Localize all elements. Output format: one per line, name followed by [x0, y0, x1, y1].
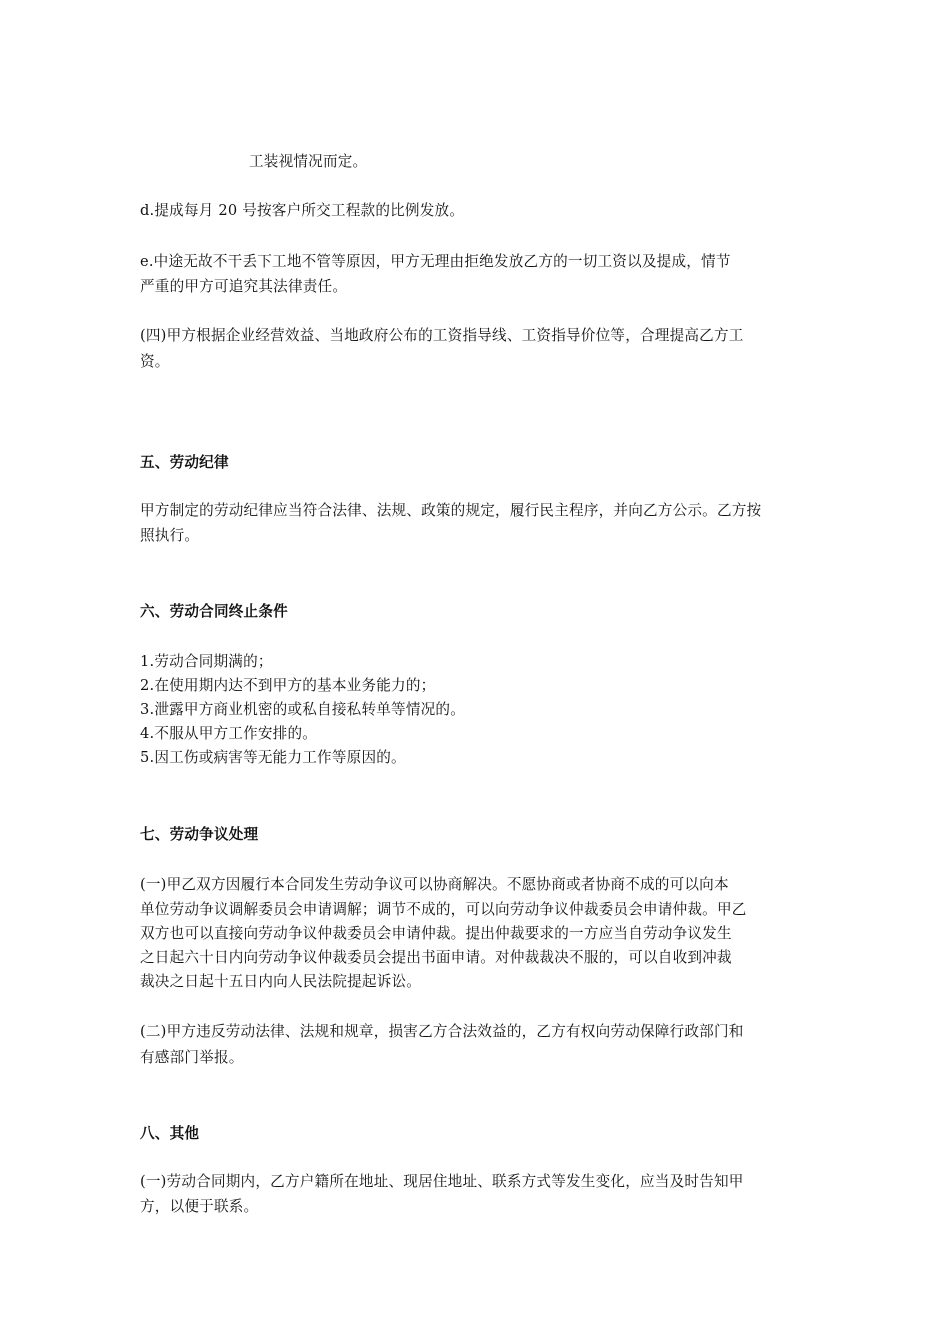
paragraph-line: 单位劳动争议调解委员会申请调解；调节不成的，可以向劳动争议仲裁委员会申请仲裁。甲乙 — [140, 901, 747, 918]
section-heading: 五、劳动纪律 — [140, 454, 229, 471]
paragraph-line: 资。 — [140, 353, 170, 370]
paragraph-line: d.提成每月 20 号按客户所交工程款的比例发放。 — [140, 202, 465, 219]
paragraph-line: 甲方制定的劳动纪律应当符合法律、法规、政策的规定，履行民主程序，并向乙方公示。乙方按 — [140, 502, 762, 519]
paragraph-line: (一)劳动合同期内，乙方户籍所在地址、现居住地址、联系方式等发生变化，应当及时告知甲 — [140, 1173, 744, 1190]
paragraph-line: 双方也可以直接向劳动争议仲裁委员会申请仲裁。提出仲裁要求的一方应当自劳动争议发生 — [140, 925, 732, 942]
paragraph-line: (四)甲方根据企业经营效益、当地政府公布的工资指导线、工资指导价位等，合理提高乙方工 — [140, 327, 744, 344]
paragraph-line: 之日起六十日内向劳动争议仲裁委员会提出书面申请。对仲裁裁决不服的，可以自收到冲裁 — [140, 949, 732, 966]
paragraph-line: 严重的甲方可追究其法律责任。 — [140, 278, 348, 295]
paragraph-line: 方，以便于联系。 — [140, 1198, 259, 1215]
list-item: 4.不服从甲方工作安排的。 — [140, 725, 318, 742]
paragraph-line: (二)甲方违反劳动法律、法规和规章，损害乙方合法效益的，乙方有权向劳动保障行政部门和 — [140, 1023, 744, 1040]
paragraph-line: (一)甲乙双方因履行本合同发生劳动争议可以协商解决。不愿协商或者协商不成的可以向本 — [140, 876, 729, 893]
paragraph-line: 照执行。 — [140, 527, 200, 544]
list-item: 3.泄露甲方商业机密的或私自接私转单等情况的。 — [140, 701, 465, 718]
list-item: 1.劳动合同期满的； — [140, 653, 273, 670]
list-item: 5.因工伤或病害等无能力工作等原因的。 — [140, 749, 406, 766]
list-item: 2.在使用期内达不到甲方的基本业务能力的； — [140, 677, 436, 694]
paragraph-line: 有感部门举报。 — [140, 1049, 244, 1066]
paragraph-line: 工装视情况而定。 — [249, 153, 368, 170]
section-heading: 八、其他 — [140, 1125, 200, 1142]
section-heading: 七、劳动争议处理 — [140, 826, 259, 843]
section-heading: 六、劳动合同终止条件 — [140, 603, 288, 620]
paragraph-line: e.中途无故不干丢下工地不管等原因，甲方无理由拒绝发放乙方的一切工资以及提成，情节 — [140, 253, 731, 270]
paragraph-line: 裁决之日起十五日内向人民法院提起诉讼。 — [140, 973, 422, 990]
